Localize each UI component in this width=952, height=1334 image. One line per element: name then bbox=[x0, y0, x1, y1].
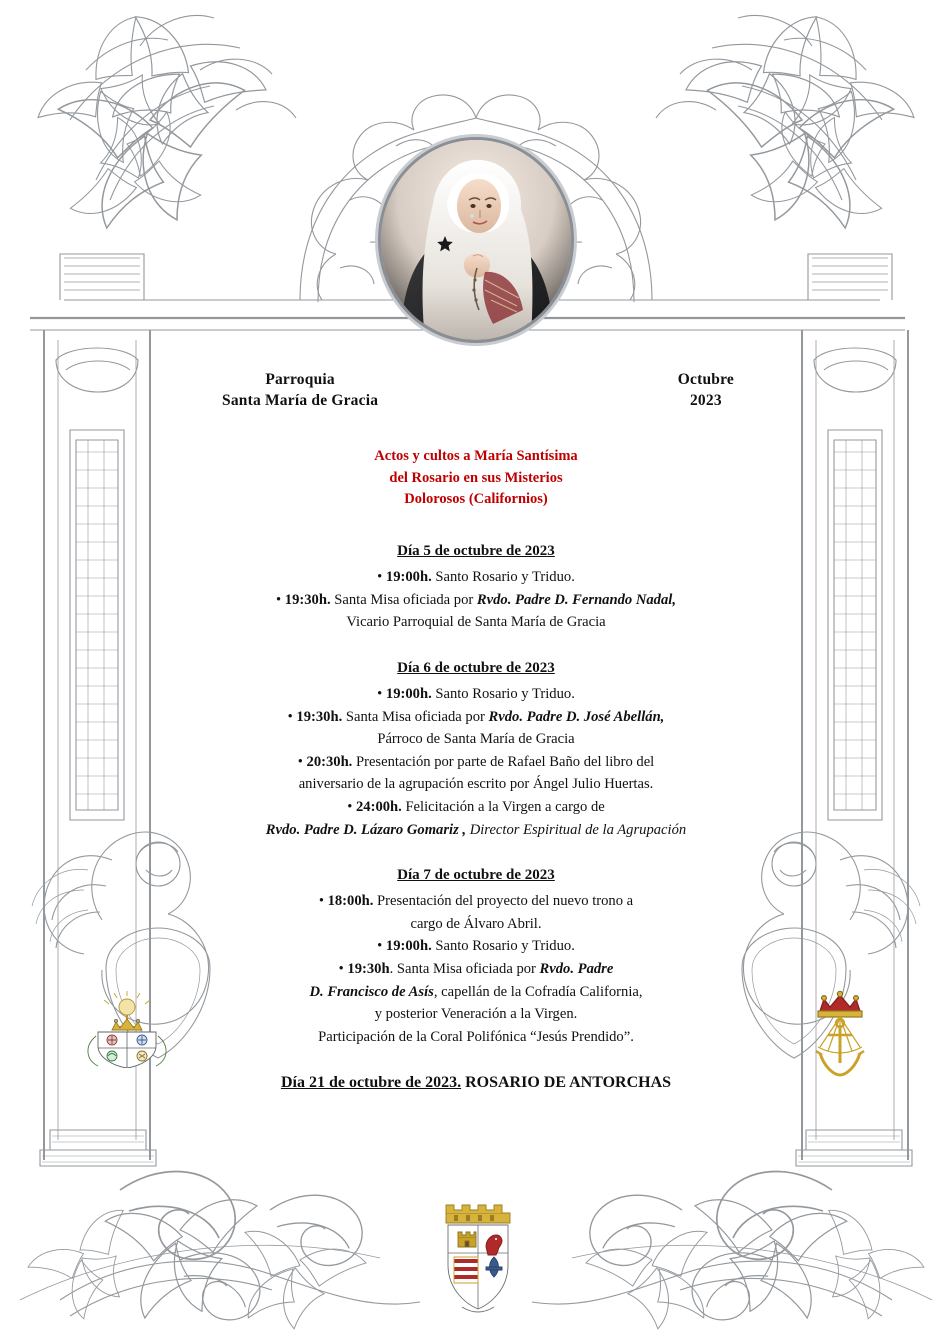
day-title: Día 6 de octubre de 2023 bbox=[397, 659, 555, 676]
schedule-entry bbox=[176, 890, 776, 913]
bullet-icon: • bbox=[287, 708, 293, 725]
date-block bbox=[678, 370, 776, 412]
entry-celebrant: Rvdo. Padre D. José Abellán, bbox=[488, 708, 665, 725]
day-title: Día 7 de octubre de 2023 bbox=[397, 867, 555, 884]
schedule-entry bbox=[176, 958, 776, 981]
day-block bbox=[176, 543, 776, 634]
entry-text: Santo Rosario y Triduo. bbox=[431, 685, 575, 702]
entry-role-note: Párroco de Santa María de Gracia bbox=[377, 731, 575, 748]
crowned-anchor-emblem bbox=[790, 985, 890, 1085]
parish-line-1: Parroquia bbox=[265, 371, 335, 388]
entry-time: 19:30h bbox=[347, 961, 390, 978]
poster-subtitle bbox=[176, 446, 776, 511]
entry-celebrant-line bbox=[176, 819, 776, 842]
entry-text: Santa Misa oficiada por bbox=[342, 708, 489, 725]
california-brotherhood-emblem bbox=[72, 990, 182, 1068]
subtitle-line-1: Actos y cultos a María Santísima bbox=[374, 447, 578, 464]
subtitle-line-3: Dolorosos (Californios) bbox=[404, 491, 548, 508]
entry-time: 18:00h. bbox=[327, 893, 374, 910]
day-block bbox=[176, 867, 776, 1048]
final-event-date: Día 21 de octubre de 2023. bbox=[280, 1074, 462, 1092]
schedule-entry bbox=[176, 683, 776, 706]
entry-text: Presentación por parte de Rafael Baño del libro del bbox=[352, 753, 655, 770]
entry-text: Felicitación a la Virgen a cargo de bbox=[401, 798, 605, 815]
entry-continuation: cargo de Álvaro Abril. bbox=[410, 915, 542, 932]
entry-time: 19:00h. bbox=[385, 569, 432, 586]
poster-text-content bbox=[176, 370, 776, 1092]
entry-text: Santo Rosario y Triduo. bbox=[431, 569, 575, 586]
day-title: Día 5 de octubre de 2023 bbox=[397, 543, 555, 560]
entry-text: Santa Misa oficiada por bbox=[330, 591, 477, 608]
poster-header bbox=[176, 370, 776, 412]
entry-role-note: Vicario Parroquial de Santa María de Gracia bbox=[346, 614, 606, 631]
bullet-icon: • bbox=[377, 938, 383, 955]
entry-time: 19:30h. bbox=[296, 708, 343, 725]
bullet-icon: • bbox=[377, 685, 383, 702]
entry-celebrant: Rvdo. Padre D. Fernando Nadal, bbox=[476, 591, 676, 608]
schedule-entry bbox=[176, 935, 776, 958]
schedule-entry bbox=[176, 706, 776, 729]
bullet-icon: • bbox=[297, 753, 303, 770]
entry-celebrant-line bbox=[176, 981, 776, 1004]
bullet-icon: • bbox=[377, 569, 383, 586]
bullet-icon: • bbox=[347, 798, 353, 815]
schedule-entry bbox=[176, 796, 776, 819]
entry-celebrant-role: , capellán de la Cofradía California, bbox=[433, 983, 643, 1000]
final-event-title: ROSARIO DE ANTORCHAS bbox=[461, 1074, 672, 1092]
entry-time: 19:30h. bbox=[284, 591, 331, 608]
entry-time: 20:30h. bbox=[306, 753, 353, 770]
parish-name bbox=[176, 370, 378, 412]
virgin-portrait-icon bbox=[381, 140, 571, 340]
bullet-icon: • bbox=[318, 893, 324, 910]
bullet-icon: • bbox=[276, 591, 282, 608]
entry-time: 19:00h. bbox=[385, 685, 432, 702]
entry-text: . Santa Misa oficiada por bbox=[389, 961, 540, 978]
entry-celebrant-name: D. Francisco de Asís bbox=[309, 983, 434, 1000]
year-label: 2023 bbox=[689, 391, 722, 409]
entry-continuation: y posterior Veneración a la Virgen. bbox=[374, 1006, 578, 1023]
entry-text: Santo Rosario y Triduo. bbox=[431, 938, 575, 955]
virgin-portrait-medallion bbox=[381, 140, 571, 340]
entry-role-note: Director Espiritual de la Agrupación bbox=[466, 821, 687, 838]
bullet-icon: • bbox=[338, 961, 344, 978]
entry-time: 19:00h. bbox=[385, 938, 432, 955]
entry-celebrant: Rvdo. Padre D. Lázaro Gomariz , bbox=[265, 821, 467, 838]
entry-time: 24:00h. bbox=[355, 798, 402, 815]
entry-text: Presentación del proyecto del nuevo trono a bbox=[373, 893, 634, 910]
schedule-entry bbox=[176, 751, 776, 774]
final-event-line bbox=[176, 1074, 776, 1092]
month-label: Octubre bbox=[677, 371, 734, 388]
entry-continuation: Participación de la Coral Polifónica “Jesús Prendido”. bbox=[318, 1028, 634, 1045]
schedule-entry bbox=[176, 566, 776, 589]
cartagena-coat-of-arms bbox=[432, 1195, 524, 1313]
schedule-entry bbox=[176, 589, 776, 612]
day-block bbox=[176, 660, 776, 841]
subtitle-line-2: del Rosario en sus Misterios bbox=[389, 469, 563, 486]
parish-line-2: Santa María de Gracia bbox=[222, 391, 379, 409]
entry-continuation: aniversario de la agrupación escrito por Ángel Julio Huertas. bbox=[298, 776, 654, 793]
entry-celebrant: Rvdo. Padre bbox=[539, 961, 614, 978]
